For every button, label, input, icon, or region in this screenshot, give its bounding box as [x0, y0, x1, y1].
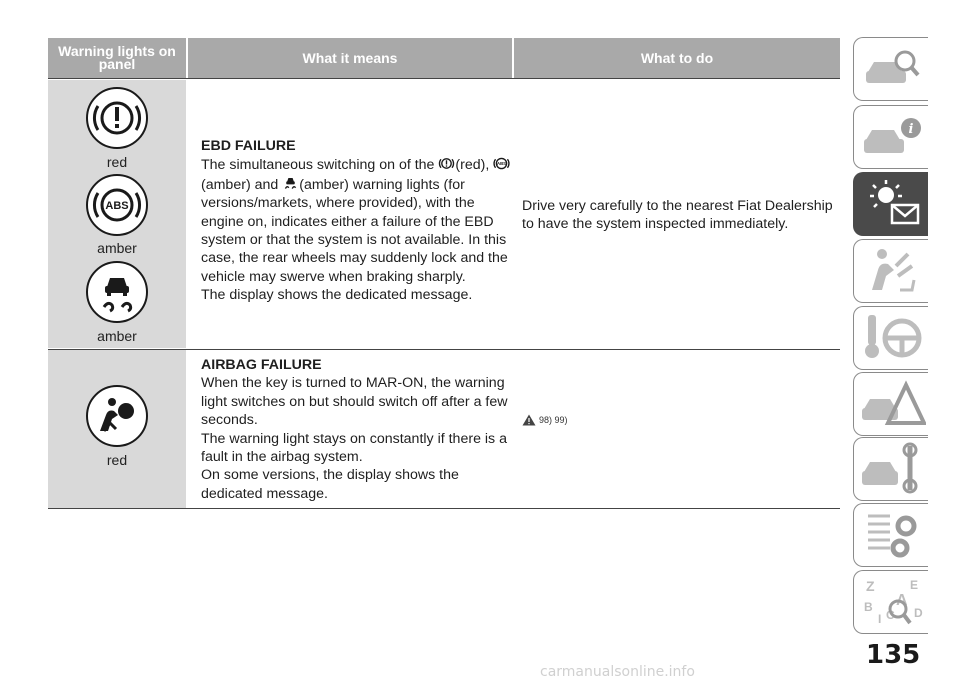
- svg-text:B: B: [864, 600, 873, 614]
- lamp-color-label: amber: [97, 328, 137, 344]
- desc-text: The warning light stays on constantly if there is a fault in the airbag system.: [201, 430, 507, 466]
- divider: [48, 349, 840, 350]
- ebd-failure-title: EBD FAILURE: [201, 138, 296, 154]
- tab-emergency[interactable]: [853, 372, 928, 436]
- technical-data-icon: [860, 508, 926, 562]
- caution-triangle-icon: [522, 414, 536, 426]
- airbag-failure-title: AIRBAG FAILURE: [201, 357, 322, 373]
- tab-safety[interactable]: [853, 239, 928, 303]
- seat-airbag-icon: [860, 244, 926, 298]
- warning-references: [522, 414, 568, 426]
- car-emergency-icon: [860, 377, 926, 431]
- page-number: 135: [866, 640, 921, 670]
- desc-text: (red),: [455, 157, 490, 174]
- desc-text: (amber) warning lights (for versions/markets, where provided), with the engine on, indicates either a failure of the EBD system or that the system is not available. In this case, the rear wheels may suddenly lock and the vehicle may swerve when braking sharply.: [201, 176, 508, 285]
- tab-maintenance[interactable]: [853, 437, 928, 501]
- svg-text:E: E: [910, 578, 919, 592]
- lamp-color-label: red: [106, 154, 128, 170]
- svg-text:A: A: [896, 592, 908, 609]
- tab-index[interactable]: [853, 570, 928, 634]
- svg-text:I: I: [878, 612, 882, 626]
- esc-warning-icon: [86, 261, 148, 323]
- header-what-to-do: What to do: [514, 38, 840, 78]
- tab-car-search[interactable]: [853, 37, 928, 101]
- lamp-color-label: red: [106, 452, 128, 468]
- divider: [48, 508, 840, 509]
- svg-text:D: D: [914, 606, 923, 620]
- header-warning-lights: Warning lights on panel: [48, 38, 186, 78]
- desc-text: The simultaneous switching on of the: [201, 157, 435, 174]
- header-what-it-means: What it means: [188, 38, 512, 78]
- desc-text: On some versions, the display shows the dedicated message.: [201, 467, 459, 502]
- esc-warning-icon: [282, 175, 299, 192]
- abs-warning-icon: [86, 174, 148, 236]
- svg-text:ABS: ABS: [105, 200, 129, 212]
- desc-text: (amber) and: [201, 176, 279, 193]
- svg-text:Z: Z: [866, 578, 875, 594]
- steering-key-icon: [860, 311, 926, 365]
- tab-car-info[interactable]: [853, 105, 928, 169]
- brake-warning-icon: [86, 87, 148, 149]
- desc-text: When the key is turned to MAR-ON, the warning light switches on but should switch off after a few seconds.: [201, 375, 508, 429]
- reference-numbers: 98) 99): [539, 415, 568, 425]
- car-search-icon: [860, 42, 926, 96]
- watermark: carmanualsonline.info: [540, 664, 695, 680]
- svg-text:i: i: [908, 122, 914, 137]
- ebd-failure-description: [201, 137, 511, 305]
- tab-technical-data[interactable]: [853, 503, 928, 567]
- airbag-failure-description: [201, 356, 511, 503]
- tab-warning-lights[interactable]: [853, 172, 928, 236]
- car-maintenance-icon: [860, 442, 926, 496]
- airbag-warning-icon: [86, 385, 148, 447]
- lamp-color-label: amber: [97, 240, 137, 256]
- desc-text: The display shows the dedicated message.: [201, 287, 473, 304]
- abs-warning-icon: [493, 155, 510, 172]
- tab-starting-driving[interactable]: [853, 306, 928, 370]
- warning-light-message-icon: [860, 177, 926, 231]
- svg-text:C: C: [886, 608, 895, 622]
- alphabetical-index-icon: [860, 575, 926, 629]
- divider: [48, 78, 840, 79]
- ebd-failure-action: Drive very carefully to the nearest Fiat Dealership to have the system inspected immediately.: [522, 198, 833, 233]
- car-info-icon: [860, 110, 926, 164]
- brake-warning-icon: [438, 155, 455, 172]
- svg-text:ABS: ABS: [497, 161, 507, 167]
